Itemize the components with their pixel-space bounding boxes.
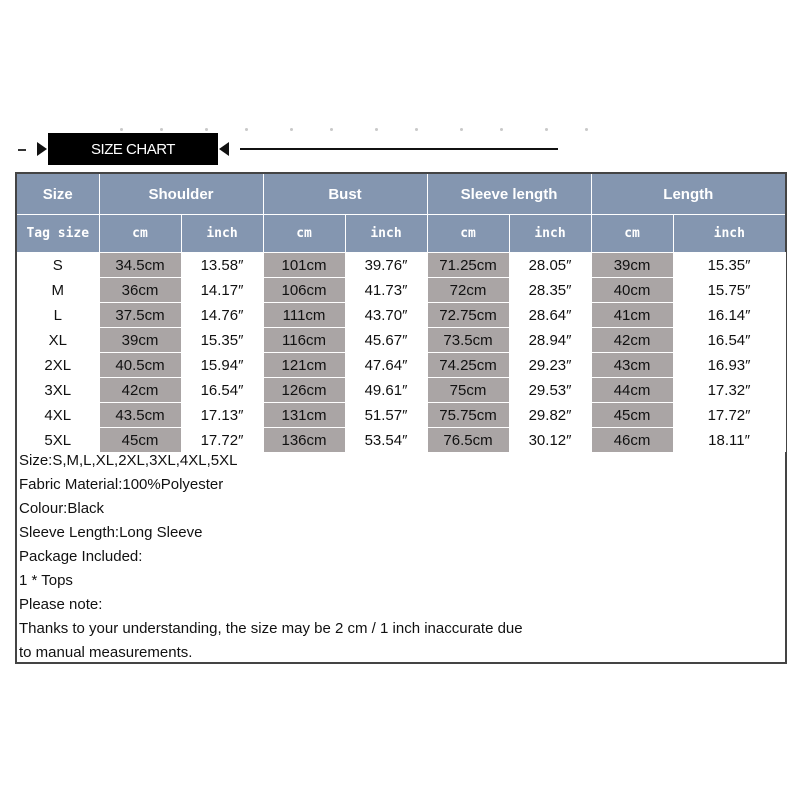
cell-shoulder-inch: 15.35″	[181, 328, 263, 353]
cell-sleeve-inch: 29.82″	[509, 403, 591, 428]
cell-bust-inch: 43.70″	[345, 303, 427, 328]
subheader-bust-inch: inch	[345, 215, 427, 253]
note-line: Package Included:	[19, 548, 143, 565]
dot	[585, 128, 588, 131]
note-line: Colour:Black	[19, 500, 105, 517]
cell-sleeve-inch: 28.64″	[509, 303, 591, 328]
cell-sleeve-cm: 74.25cm	[427, 353, 509, 378]
cell-shoulder-inch: 16.54″	[181, 378, 263, 403]
cell-length-cm: 45cm	[591, 403, 673, 428]
dot	[545, 128, 548, 131]
size-chart-banner	[0, 128, 800, 172]
note-line: Sleeve Length:Long Sleeve	[19, 524, 203, 541]
dot	[290, 128, 293, 131]
cell-size: M	[17, 278, 99, 303]
cell-bust-inch: 53.54″	[345, 428, 427, 453]
cell-sleeve-cm: 72cm	[427, 278, 509, 303]
cell-bust-cm: 111cm	[263, 303, 345, 328]
cell-size: 5XL	[17, 428, 99, 453]
note-line: Size:S,M,L,XL,2XL,3XL,4XL,5XL	[19, 452, 238, 469]
table-row	[17, 278, 785, 303]
subheader-sleeve-cm: cm	[427, 215, 509, 253]
table-row	[17, 328, 785, 353]
cell-length-cm: 42cm	[591, 328, 673, 353]
cell-bust-inch: 51.57″	[345, 403, 427, 428]
cell-length-inch: 15.35″	[673, 253, 785, 278]
cell-bust-cm: 131cm	[263, 403, 345, 428]
table-row	[17, 353, 785, 378]
cell-bust-cm: 136cm	[263, 428, 345, 453]
cell-shoulder-cm: 36cm	[99, 278, 181, 303]
dot	[120, 128, 123, 131]
dot	[460, 128, 463, 131]
cell-bust-inch: 47.64″	[345, 353, 427, 378]
cell-length-cm: 46cm	[591, 428, 673, 453]
note-line: Please note:	[19, 596, 103, 613]
cell-length-inch: 17.72″	[673, 403, 785, 428]
cell-shoulder-inch: 13.58″	[181, 253, 263, 278]
cell-sleeve-inch: 30.12″	[509, 428, 591, 453]
table-group-header-row	[17, 174, 785, 215]
table-row	[17, 253, 785, 278]
note-line: Fabric Material:100%Polyester	[19, 476, 224, 493]
cell-bust-inch: 41.73″	[345, 278, 427, 303]
cell-bust-cm: 116cm	[263, 328, 345, 353]
dot	[500, 128, 503, 131]
cell-length-inch: 18.11″	[673, 428, 785, 453]
subheader-sleeve-inch: inch	[509, 215, 591, 253]
cell-length-cm: 39cm	[591, 253, 673, 278]
subheader-tag-size: Tag size	[17, 215, 99, 253]
cell-sleeve-cm: 75cm	[427, 378, 509, 403]
cell-shoulder-inch: 14.17″	[181, 278, 263, 303]
cell-shoulder-cm: 42cm	[99, 378, 181, 403]
cell-shoulder-cm: 34.5cm	[99, 253, 181, 278]
cell-shoulder-inch: 17.13″	[181, 403, 263, 428]
cell-shoulder-cm: 43.5cm	[99, 403, 181, 428]
cell-sleeve-cm: 75.75cm	[427, 403, 509, 428]
cell-shoulder-cm: 45cm	[99, 428, 181, 453]
header-sleeve-length: Sleeve length	[427, 174, 591, 215]
cell-length-cm: 44cm	[591, 378, 673, 403]
table-row	[17, 403, 785, 428]
cell-shoulder-inch: 17.72″	[181, 428, 263, 453]
note-line: 1 * Tops	[19, 572, 73, 589]
cell-shoulder-inch: 14.76″	[181, 303, 263, 328]
dot	[375, 128, 378, 131]
cell-bust-inch: 39.76″	[345, 253, 427, 278]
size-table	[17, 174, 786, 452]
table-row	[17, 303, 785, 328]
product-notes	[19, 449, 779, 665]
cell-size: 4XL	[17, 403, 99, 428]
cell-length-inch: 15.75″	[673, 278, 785, 303]
banner-rule	[240, 148, 558, 150]
cell-sleeve-cm: 73.5cm	[427, 328, 509, 353]
cell-bust-cm: 106cm	[263, 278, 345, 303]
cell-sleeve-inch: 29.53″	[509, 378, 591, 403]
cell-length-cm: 40cm	[591, 278, 673, 303]
subheader-length-cm: cm	[591, 215, 673, 253]
dot	[160, 128, 163, 131]
header-length: Length	[591, 174, 785, 215]
banner-title: SIZE CHART	[48, 133, 218, 165]
cell-sleeve-cm: 71.25cm	[427, 253, 509, 278]
left-arrow-notch-icon	[37, 142, 47, 156]
cell-bust-cm: 126cm	[263, 378, 345, 403]
left-dash-divider	[18, 149, 26, 151]
cell-size: 2XL	[17, 353, 99, 378]
cell-bust-inch: 45.67″	[345, 328, 427, 353]
cell-length-cm: 41cm	[591, 303, 673, 328]
cell-size: L	[17, 303, 99, 328]
header-shoulder: Shoulder	[99, 174, 263, 215]
cell-sleeve-inch: 28.05″	[509, 253, 591, 278]
subheader-shoulder-inch: inch	[181, 215, 263, 253]
cell-sleeve-cm: 76.5cm	[427, 428, 509, 453]
dot	[330, 128, 333, 131]
dot	[245, 128, 248, 131]
cell-length-inch: 16.14″	[673, 303, 785, 328]
note-line: Thanks to your understanding, the size may be 2 cm / 1 inch inaccurate due	[19, 620, 523, 637]
table-unit-header-row	[17, 215, 785, 253]
cell-shoulder-cm: 39cm	[99, 328, 181, 353]
subheader-length-inch: inch	[673, 215, 785, 253]
table-row	[17, 378, 785, 403]
cell-shoulder-cm: 40.5cm	[99, 353, 181, 378]
dot	[205, 128, 208, 131]
cell-size: 3XL	[17, 378, 99, 403]
subheader-bust-cm: cm	[263, 215, 345, 253]
dot	[415, 128, 418, 131]
cell-shoulder-cm: 37.5cm	[99, 303, 181, 328]
cell-sleeve-inch: 28.94″	[509, 328, 591, 353]
cell-length-inch: 17.32″	[673, 378, 785, 403]
subheader-shoulder-cm: cm	[99, 215, 181, 253]
cell-length-inch: 16.54″	[673, 328, 785, 353]
cell-sleeve-inch: 28.35″	[509, 278, 591, 303]
cell-size: XL	[17, 328, 99, 353]
cell-sleeve-cm: 72.75cm	[427, 303, 509, 328]
note-line: to manual measurements.	[19, 644, 193, 661]
cell-length-inch: 16.93″	[673, 353, 785, 378]
cell-bust-cm: 121cm	[263, 353, 345, 378]
cell-shoulder-inch: 15.94″	[181, 353, 263, 378]
table-body	[17, 253, 785, 453]
size-chart-frame	[15, 172, 787, 664]
cell-bust-inch: 49.61″	[345, 378, 427, 403]
header-size: Size	[17, 174, 99, 215]
cell-length-cm: 43cm	[591, 353, 673, 378]
cell-bust-cm: 101cm	[263, 253, 345, 278]
cell-sleeve-inch: 29.23″	[509, 353, 591, 378]
right-arrow-notch-icon	[219, 142, 229, 156]
cell-size: S	[17, 253, 99, 278]
header-bust: Bust	[263, 174, 427, 215]
